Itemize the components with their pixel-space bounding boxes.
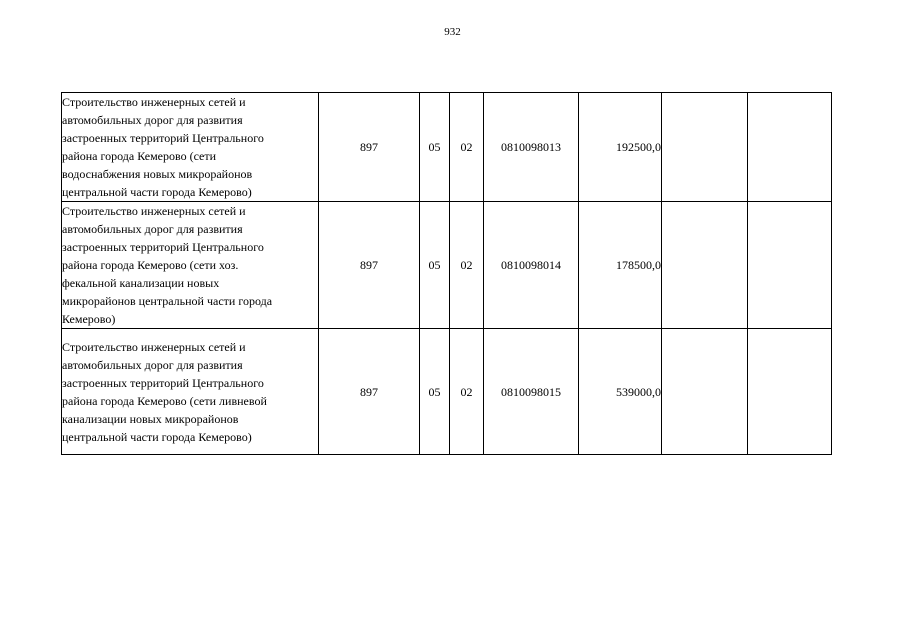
row-code-ministry: 897 (319, 329, 420, 455)
row-name: Строительство инженерных сетей и автомобильных дорог для развития застроенных территорий Центрального района города Кемерово (сети хоз. фекальной канализации новых микрорайонов центральной части города Кемерово) (62, 202, 319, 329)
row-code-section: 05 (420, 93, 450, 202)
row-extra-2 (748, 93, 832, 202)
row-extra-1 (662, 93, 748, 202)
row-code-subsection: 02 (450, 202, 484, 329)
table-row (62, 329, 832, 455)
row-code-section: 05 (420, 329, 450, 455)
row-code-target: 0810098013 (484, 93, 579, 202)
row-name: Строительство инженерных сетей и автомобильных дорог для развития застроенных территорий Центрального района города Кемерово (сети ливневой канализации новых микрорайонов центральной части города Кемерово) (62, 329, 319, 455)
row-code-section: 05 (420, 202, 450, 329)
row-code-ministry: 897 (319, 93, 420, 202)
row-extra-2 (748, 202, 832, 329)
row-amount: 539000,0 (579, 329, 662, 455)
row-code-target: 0810098014 (484, 202, 579, 329)
table-row (62, 202, 832, 329)
row-code-ministry: 897 (319, 202, 420, 329)
table-row (62, 93, 832, 202)
row-code-subsection: 02 (450, 93, 484, 202)
budget-table (61, 92, 832, 455)
row-code-target: 0810098015 (484, 329, 579, 455)
row-amount: 178500,0 (579, 202, 662, 329)
row-code-subsection: 02 (450, 329, 484, 455)
row-extra-2 (748, 329, 832, 455)
row-extra-1 (662, 202, 748, 329)
row-amount: 192500,0 (579, 93, 662, 202)
row-extra-1 (662, 329, 748, 455)
page-number: 932 (444, 26, 461, 38)
row-name: Строительство инженерных сетей и автомобильных дорог для развития застроенных территорий Центрального района города Кемерово (сети водоснабжения новых микрорайонов центральной части города Кемерово) (62, 93, 319, 202)
